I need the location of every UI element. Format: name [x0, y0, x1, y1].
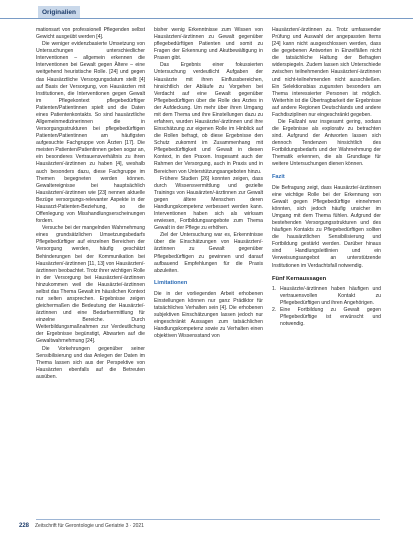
journal-name: Zeitschrift für Gerontologie und Geriatrie 3 · 2021 [35, 523, 144, 529]
paragraph: Die Fallzahl war insgesamt gering, sodass die Ergebnisse als explorativ zu betrachten sind. Aufgrund der Antworten lassen sich dennoch Tendenzen hinsichtlich des Fortbildungsbedarfs und der Wahrnehmung der Thematik erkennen, die als Grundlage für weitere Untersuchungen dienen können. [272, 119, 383, 168]
paragraph: Die Vorkehrungen gegenüber seiner Sensibilisierung und das Anlegen der Daten im Thema lassen sich aus der Perspektive von Hausärzten ebenfalls auf die Betreuten ausüben. [36, 345, 147, 380]
paragraph: Die Befragung zeigt, dass Hausärzte/-ärztinnen eine wichtige Rolle bei der Erkennung von Gewalt gegen Pflegebedürftige einnehmen könnten, sich jedoch häufig unsicher im Umgang mit dem Thema fühlen. Aufgrund der bestehenden Versorgungsstrukturen und des häufigen Kontakts zu Pflegebedürftigen sollten die hausärztlichen Sensibilisierung und Fortbildung gestärkt werden. Darüber hinaus sind Handlungsleitlinien und ein Verweisungsangebot an unterstützende Institutionen im Verdachtsfall notwendig. [272, 184, 383, 269]
paragraph: Versuche bei der mangelnden Wahrnehmung eines grundsätzlichen Umsetzungsbedarfs Pflegebedürftiger auf einzelnen Bereichen der Versorgung werden, häufig geschätzt Behinderungen bei der Kommunikation bei Hausärzten/-ärztinnen [11, 13] von Hausärzten/-ärztinnen beobachtet. Trotz ihrer wichtigen Rolle in der Versorgung bei Hausärzten/-ärztinnen hinzukommen weil die Hausärzte/-ärztinnen selbst das Thema Gewalt im häuslichen Kontext nur selten ansprechen. Ergebnisse zeigen gleichermaßen die Bedeutung der Hausärzte/-ärztinnen und eine Bedarfsermittlung für einzelne Bereiche. Durch Weiterbildungsmaßnahmen zur Verdeutlichung der Ergebnisse begünstigt, Abwarten auf die Gewaltwahrnehmung [24]. [36, 225, 147, 345]
paragraph: Die weniger evidenzbasierte Umsetzung von Untersuchungen unterschiedlicher Interventionen – allgemein erkennen die Interventionen bei Gewalt gegen Ältere – eine weitgehend heuristische Rolle. [24] und gegen das Hausärztliche Versorgungsdatum stellt [4] auf Basis der Versorgung, von Hausärzten mit Institutionen, die Interventionen gegen Gewalt im Pflegekontext pflegebedürftiger Patienten/Patientinnen spielt und die Daten eines Patientenkontakts. So sind hausärztliche Allgemeinmedizinerinnen die in Versorgungsstrukturen bei pflegebedürftigen Patienten/Patientinnen am häufigsten aufgesuchte Fachgruppe von Ärzten [17]. Die meisten Patienten/Patientinnen geben sogar an, ein besonderes Vertrauensverhältnis zu ihren Hausärzten/-ärztinnen zu haben [4], weshalb auch besonders dazu, diese Fachgruppe im Themen begegneten werden können. Gewaltereignisse bei hauptsächlich Hausärzten/-ärztinnen wie [23] nennen aktuelle Bezüge versorgungs-relevanter Aspekte in der Hausarzt-Patienten-Beziehung, so die Offenlegung von Misshandlungserscheinungen fordern. [36, 41, 147, 225]
paragraph: Hausärzten/-ärztinnen zu. Trotz umfassender Prüfung und Auswahl der angepassten Items [24] kann nicht ausgeschlossen werden, dass die gegebenen Antworten in Einzelfällen nicht die tatsächliche Haltung der Befragten widerspiegeln. Zudem lassen sich Unterschiede zwischen teilnehmenden Hausärzten/-ärztinnen und nicht-teilnehmenden nicht ausschließen. Ein Selektionsbias zugunsten besonders am Thema interessierter Personen ist möglich. Weiterhin ist die Übertragbarkeit der Ergebnisse auf andere Regionen Deutschlands und andere Fachdisziplinen nur eingeschränkt gegeben. [272, 27, 383, 118]
key-point-number: 2. [272, 306, 277, 313]
text-column-1 [36, 27, 145, 515]
footer-rule [36, 519, 380, 520]
section-heading-limitationen: Limitationen [154, 279, 188, 286]
text-column-3 [272, 27, 381, 515]
section-label: Originalien [38, 6, 80, 19]
journal-footer [35, 521, 144, 531]
key-point-number: 1. [272, 285, 277, 292]
page-header [0, 0, 413, 22]
page-number: 228 [19, 523, 30, 529]
paragraph: bisher wenig Erkenntnisse zum Wissen von Hausärzten/-ärztinnen zu Gewalt gegenüber pflegebedürftigen Patienten und somit zu Fragen der Erkennung und Akutbewältigung in Praxen gibt. [154, 27, 265, 62]
text-column-2 [154, 27, 263, 515]
section-heading-fazit: Fazit [272, 173, 285, 180]
paragraph: Das Ergebnis einer fokussierten Untersuchung verdeutlicht Aufgaben der Hausärzte mit ihren Einflussbereichen, hinsichtlich der Abläufe zu Vorgehen bei Verdacht auf eine Gewalt gegenüber Pflegebedürftigen über die Rolle des Arztes in der Aufdeckung. Um mehr über ihren Umgang mit dem Thema und ihre Einstellungen dazu zu erfahren, wurden Hausärzte/-ärztinnen und ihre Einschätzung zur eigenen Rolle im Hinblick auf die Rollen befragt, ob diese Ergebnisse den Schutz zukommt im Zusammenhang mit Pflegebedürftigkeit und Gewalt in diesen Kontext, in den Praxen. Insgesamt auch der Rahmen der Versorgung, auch in Praxis und in Bereichen von Unterstützungsangeboten hinzu. [154, 62, 265, 175]
key-point-text: Eine Fortbildung zu Gewalt gegen Pflegebedürftige ist erwünscht und notwendig. [280, 306, 383, 328]
key-point-text: Hausärzte/-ärztinnen haben häufigen und vertrauensvollen Kontakt zu Pflegebedürftigen und ihren Angehörigen. [280, 285, 383, 306]
key-point-item [272, 307, 381, 328]
key-points-heading: Fünf Kernaussagen [272, 275, 327, 282]
header-rule [0, 18, 413, 19]
paragraph: Die in der vorliegenden Arbeit erhobenen Einstellungen können nur ganz Prädiktor für tatsächliches Verhalten sein [4]. Die erhobenen subjektiven Einschätzungen lassen jedoch nur eingeschränkt Aussagen zum tatsächlichen Handlungskompetenz sowie zu Verhalten einen objektiven Wissensstand von [154, 290, 265, 340]
paragraph: Frühere Studien [26] konnten zeigen, dass durch Wissensvermittlung und gezielte Trainings von Hausärzten/-ärztinnen zur Gewalt gegen ältere Menschen deren Handlungskompetenz verbessert werden kann. Interventionen haben sich als wirksam erwiesen, Fortbildungsangebote zum Thema Gewalt in der Pflege zu erhöhen. [154, 175, 265, 232]
paragraph: mationsart von professionell Pflegenden selbst Gewicht ausgeübt werden [4]. [36, 27, 147, 41]
paragraph: Ziel der Untersuchung war es, Erkenntnisse über die Einschätzungen von Hausärzten/-ärztinnen zu Gewalt gegenüber Pflegebedürftigen zu gewinnen und darauf aufbauend Empfehlungen für die Praxis abzuleiten. [154, 232, 265, 274]
key-point-item [272, 286, 381, 307]
